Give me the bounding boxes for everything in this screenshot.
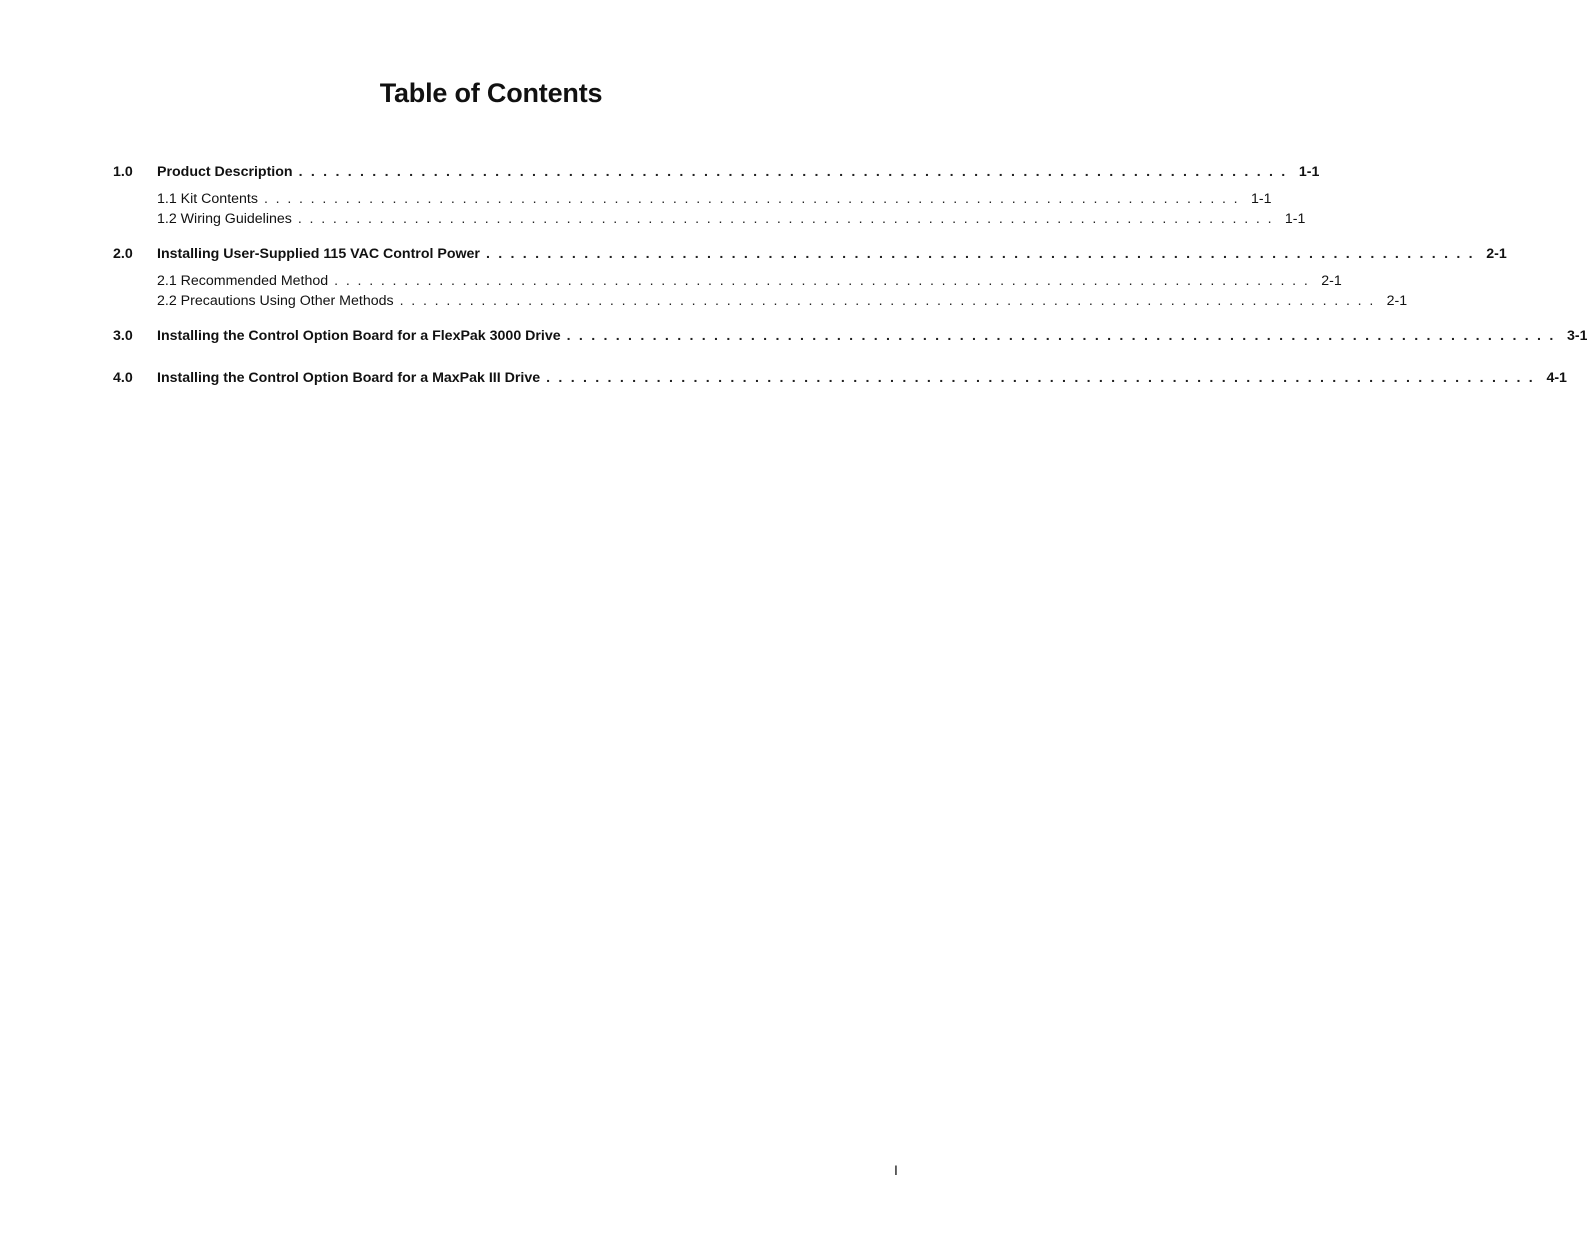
subsection-title: 1.2 Wiring Guidelines (157, 211, 292, 227)
dot-leader: . . . . . . . . . . . . . . . . . . . . . . . . . . . . . . . . . . . . . . . . . . . . . . . . . . . . . . . . . . . . . . . . . . . . . . . . . . . . . . . . . . . . (334, 273, 1310, 289)
section-title: Installing the Control Option Board for a FlexPak 3000 Drive (157, 328, 561, 344)
page-folio: I (894, 1162, 898, 1178)
toc-entry-1-0[interactable] (113, 162, 1320, 182)
toc-entry-1-1[interactable] (113, 189, 1272, 209)
section-title: Installing the Control Option Board for a MaxPak III Drive (157, 370, 541, 386)
subsection-title: 2.1 Recommended Method (157, 273, 329, 289)
toc-entry-3-0[interactable] (113, 326, 1587, 346)
toc-entry-1-2[interactable] (113, 209, 1306, 229)
section-title: Product Description (157, 164, 293, 180)
page-number: 2-1 (1321, 273, 1342, 289)
subsection-title: 2.2 Precautions Using Other Methods (157, 293, 394, 309)
section-number: 1.0 (113, 164, 133, 180)
page-number: 1-1 (1251, 191, 1272, 207)
dot-leader: . . . . . . . . . . . . . . . . . . . . . . . . . . . . . . . . . . . . . . . . . . . . . . . . . . . . . . . . . . . . . . . . . . . . . . . . . . . . . . . . . . . . (297, 211, 1274, 227)
toc-entry-2-1[interactable] (113, 271, 1342, 291)
page-number: 2-1 (1386, 293, 1408, 309)
subsection-title: 1.1 Kit Contents (157, 191, 258, 207)
page-number: 2-1 (1486, 246, 1507, 262)
section-title: Installing User-Supplied 115 VAC Control Power (157, 246, 480, 262)
dot-leader: . . . . . . . . . . . . . . . . . . . . . . . . . . . . . . . . . . . . . . . . . . . . . . . . . . . . . . . . . . . . . . . . . . . . . . . . . . . . . . . . . (566, 328, 1556, 344)
section-number: 2.0 (113, 246, 133, 262)
page-number: 4-1 (1546, 370, 1567, 386)
dot-leader: . . . . . . . . . . . . . . . . . . . . . . . . . . . . . . . . . . . . . . . . . . . . . . . . . . . . . . . . . . . . . . . . . . . . . . . . . . . . . . . . . . . . (399, 293, 1376, 309)
toc-entry-2-0[interactable] (113, 244, 1507, 264)
section-number: 4.0 (113, 370, 133, 386)
dot-leader: . . . . . . . . . . . . . . . . . . . . . . . . . . . . . . . . . . . . . . . . . . . . . . . . . . . . . . . . . . . . . . . . . . . . . . . . . . . . . . . . . (298, 164, 1288, 180)
dot-leader: . . . . . . . . . . . . . . . . . . . . . . . . . . . . . . . . . . . . . . . . . . . . . . . . . . . . . . . . . . . . . . . . . . . . . . . . . . . . . . . . . . . . (263, 191, 1240, 207)
dot-leader: . . . . . . . . . . . . . . . . . . . . . . . . . . . . . . . . . . . . . . . . . . . . . . . . . . . . . . . . . . . . . . . . . . . . . . . . . . . . . . . . . (546, 370, 1535, 386)
page-number: 1-1 (1284, 211, 1306, 227)
section-number: 3.0 (113, 328, 133, 344)
toc-entry-2-2[interactable] (113, 291, 1408, 311)
page-number: 3-1 (1566, 328, 1587, 344)
page-title: Table of Contents (379, 78, 603, 108)
page-number: 1-1 (1298, 164, 1320, 180)
dot-leader: . . . . . . . . . . . . . . . . . . . . . . . . . . . . . . . . . . . . . . . . . . . . . . . . . . . . . . . . . . . . . . . . . . . . . . . . . . . . . . . . . (485, 246, 1475, 262)
toc-entry-4-0[interactable] (113, 368, 1567, 388)
